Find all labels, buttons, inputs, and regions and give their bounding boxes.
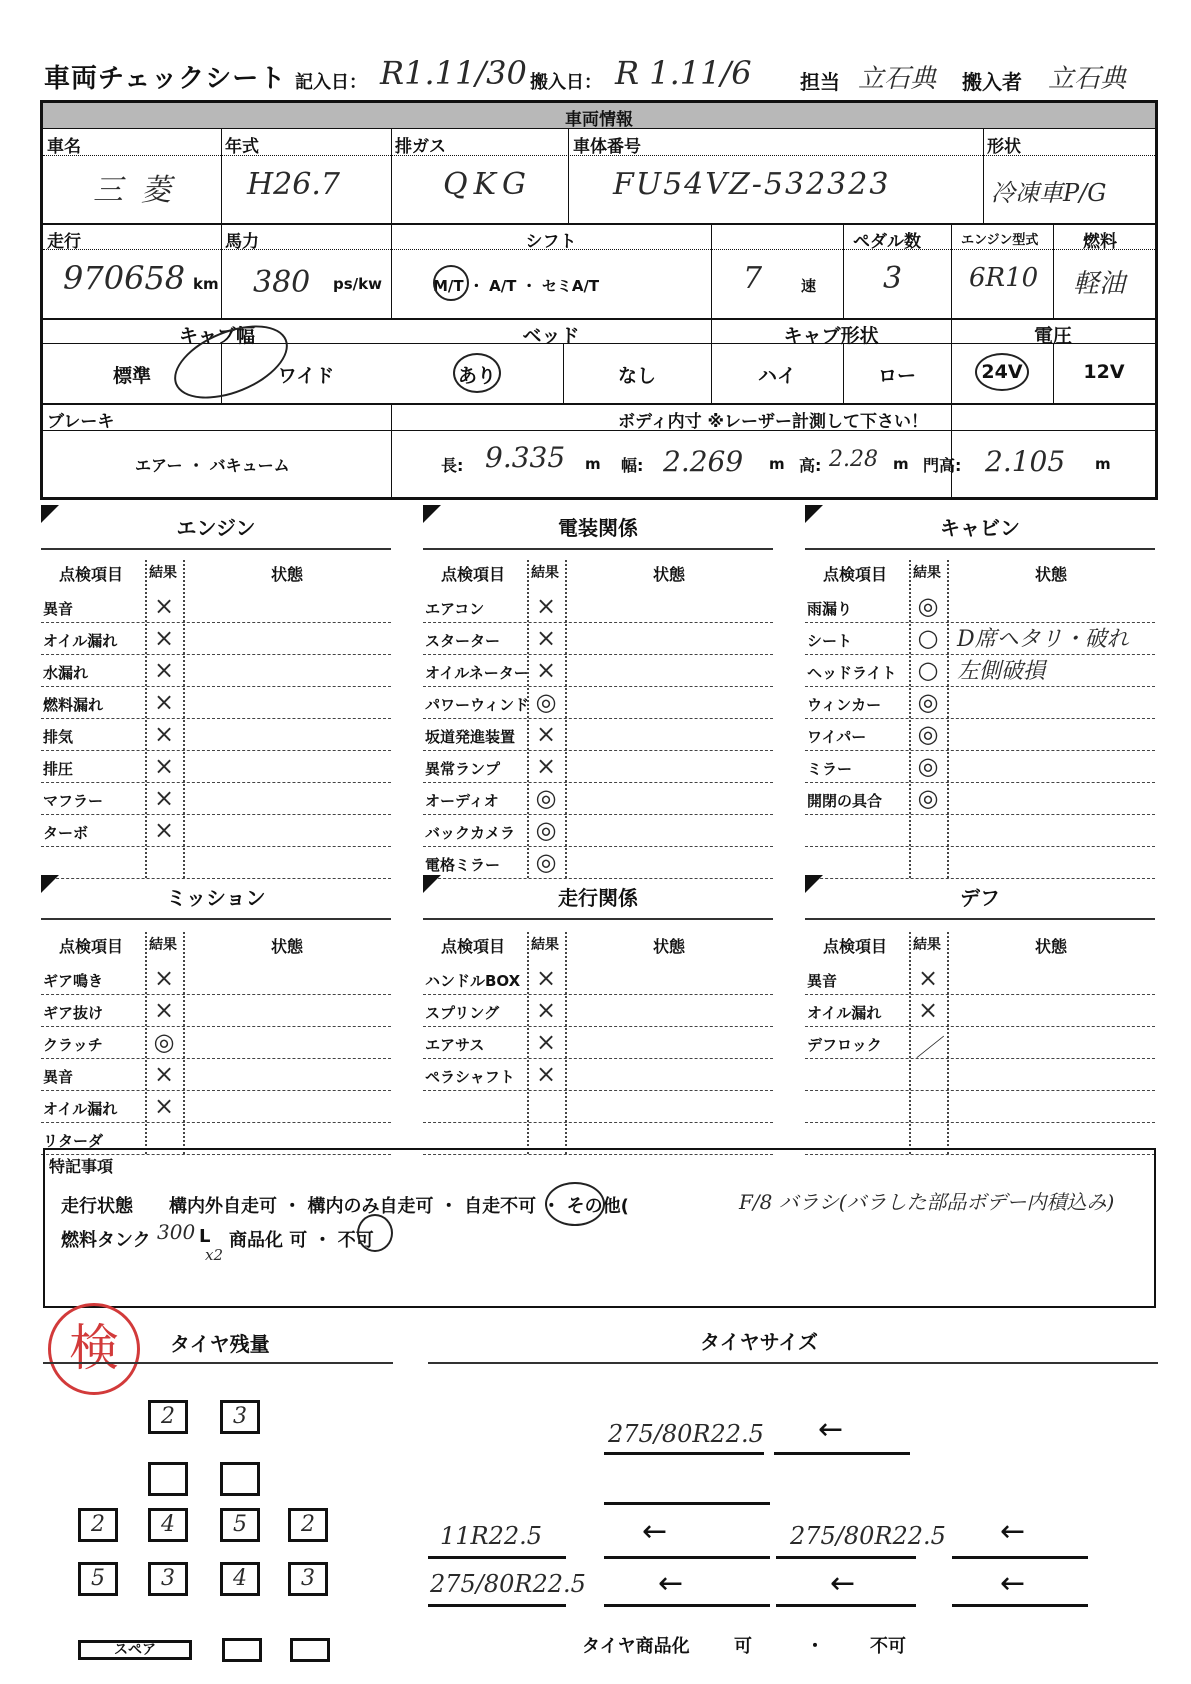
divider — [909, 932, 911, 1154]
electric-item: スターター — [425, 632, 501, 650]
row-divider — [41, 1122, 391, 1123]
diff-result: ／ — [916, 1034, 940, 1062]
electric-col-state: 状態 — [653, 565, 686, 584]
mission-title: ミッション — [166, 886, 266, 910]
fuel-tank-mult: x2 — [205, 1246, 224, 1264]
engine-item: オイル漏れ — [43, 632, 118, 650]
running-result: × — [535, 1060, 557, 1088]
staff-label: 担当 — [800, 70, 840, 94]
electric-result: ◎ — [535, 688, 557, 716]
cabin-item: ヘッドライト — [807, 664, 897, 682]
mileage-label: 走行 — [47, 232, 81, 252]
run-state-note: F/8 バラシ(バラした部品ボデー内積込み) — [739, 1190, 1115, 1214]
cabin-result: ◎ — [917, 784, 939, 812]
row-divider — [41, 654, 391, 655]
row-divider — [41, 686, 391, 687]
height-value: 2.28 — [829, 447, 878, 472]
mission-result: × — [153, 1092, 175, 1120]
running-col-result: 結果 — [531, 937, 559, 953]
carry-in-date-label: 搬入日： — [530, 72, 602, 93]
power-value: 380 — [253, 265, 311, 300]
row-divider — [41, 1090, 391, 1091]
row-divider — [41, 814, 391, 815]
row-divider — [423, 782, 773, 783]
remarks-box — [43, 1148, 1156, 1308]
row-divider — [423, 1090, 773, 1091]
row-divider — [423, 750, 773, 751]
vehicle-name: 三菱 — [93, 173, 189, 208]
engine-title: エンジン — [176, 516, 256, 540]
engine-item: ターボ — [43, 824, 89, 842]
engine-result: × — [153, 816, 175, 844]
tire-size-rear1-left: 11R22.5 — [440, 1522, 543, 1550]
carrier-label: 搬入者 — [962, 70, 1022, 94]
entry-date-label: 記入日： — [295, 72, 367, 93]
tire-remain-title: タイヤ残量 — [170, 1332, 270, 1356]
diff-title: デフ — [960, 886, 1000, 910]
cab-shape-label: キャブ形状 — [783, 325, 879, 347]
electric-result: × — [535, 624, 557, 652]
tire-rear1-inner-left: 4 — [148, 1508, 188, 1542]
row-divider — [805, 814, 1155, 815]
divider — [145, 560, 147, 878]
cabin-result: ○ — [917, 624, 939, 652]
row-divider — [805, 686, 1155, 687]
cabin-item: ウィンカー — [807, 696, 882, 714]
speed-value: 7 — [743, 261, 763, 296]
length-unit: m — [585, 455, 601, 473]
row-divider — [41, 718, 391, 719]
voltage-24v-circle — [975, 353, 1029, 391]
cabin-note: 左側破損 — [957, 659, 1046, 684]
name-label: 車名 — [47, 137, 81, 157]
electric-item: 坂道発進装置 — [425, 728, 516, 746]
engine-col-state: 状態 — [271, 565, 304, 584]
electric-item: パワーウィンド — [425, 696, 530, 714]
divider — [909, 560, 911, 878]
engine-item: 燃料漏れ — [43, 696, 104, 714]
engine-col-item: 点検項目 — [59, 565, 124, 584]
width-value: 2.269 — [663, 445, 744, 478]
tire-front-left: 2 — [148, 1400, 188, 1434]
mission-item: ギア抜け — [43, 1004, 104, 1022]
width-label: 幅: — [621, 456, 644, 475]
tire-rear2-outer-left: 5 — [78, 1562, 118, 1596]
fuel-label: 燃料 — [1083, 232, 1117, 252]
electric-result: × — [535, 752, 557, 780]
mileage-value: 970658 — [63, 259, 186, 297]
cabin-item: シート — [807, 632, 853, 650]
height-unit: m — [893, 455, 909, 473]
voltage-24v: 24V — [981, 361, 1023, 383]
tire-product-label: タイヤ商品化 — [582, 1636, 690, 1657]
tire-size-rear1-right: 275/80R22.5 — [790, 1522, 946, 1550]
mission-item: 異音 — [43, 1068, 74, 1086]
row-divider — [423, 686, 773, 687]
page-title: 車両チェックシート — [44, 64, 287, 94]
remarks-title: 特記事項 — [49, 1157, 114, 1176]
tire-size-rear2-left-arrow: ← — [658, 1566, 684, 1601]
cabin-result: ◎ — [917, 752, 939, 780]
electric-result: × — [535, 656, 557, 684]
inspected-stamp: 検 — [48, 1303, 140, 1395]
divider — [947, 560, 949, 878]
running-item: ペラシャフト — [425, 1068, 515, 1086]
cabin-item: ミラー — [807, 760, 853, 778]
cabin-title: キャビン — [940, 516, 1020, 540]
tire-size-title: タイヤサイズ — [700, 1330, 818, 1354]
cabin-col-item: 点検項目 — [823, 565, 888, 584]
running-title: 走行関係 — [558, 886, 638, 910]
mission-result: × — [153, 1060, 175, 1088]
tire-spare-1 — [222, 1638, 262, 1662]
electric-item: 電格ミラー — [425, 856, 501, 874]
run-state-circle — [545, 1182, 605, 1226]
tire-size-rear1-right-arrow: ← — [1000, 1514, 1026, 1549]
power-label: 馬力 — [225, 232, 259, 252]
tire-front-right: 3 — [220, 1400, 260, 1434]
running-result: × — [535, 964, 557, 992]
fuel-tank-value: 300 — [157, 1220, 196, 1244]
tire-rear2-inner-left: 3 — [148, 1562, 188, 1596]
tire-rear1-outer-left: 2 — [78, 1508, 118, 1542]
mission-item: リターダ — [43, 1132, 104, 1150]
body-size-label: ボディ内寸 ※レーザー計測して下さい！ — [617, 412, 929, 432]
bed-label: ベッド — [522, 325, 580, 347]
tire-rear1-outer-right: 2 — [288, 1508, 328, 1542]
row-divider — [805, 846, 1155, 847]
mission-col-state: 状態 — [271, 937, 304, 956]
brake-options: エアー ・ バキューム — [135, 456, 290, 475]
shape-label: 形状 — [987, 137, 1021, 157]
diff-result: × — [917, 996, 939, 1024]
mileage-unit: km — [193, 275, 219, 293]
row-divider — [805, 718, 1155, 719]
vehicle-shape: 冷凍車P/G — [991, 179, 1107, 207]
mission-result: ◎ — [153, 1028, 175, 1056]
row-divider — [423, 846, 773, 847]
row-divider — [805, 1026, 1155, 1027]
tire-size-front: 275/80R22.5 — [608, 1420, 764, 1448]
cab-low: ロー — [877, 365, 916, 387]
emission-label: 排ガス — [395, 137, 446, 157]
shift-mt-circle — [433, 265, 469, 301]
divider — [145, 932, 147, 1154]
power-unit: ps/kw — [333, 275, 382, 293]
engine-item: マフラー — [43, 792, 104, 810]
row-divider — [423, 1122, 773, 1123]
divider — [183, 932, 185, 1154]
row-divider — [41, 846, 391, 847]
engine-item: 水漏れ — [43, 664, 89, 682]
staff-name: 立石典 — [858, 64, 937, 94]
length-value: 9.335 — [485, 441, 566, 474]
electric-result: ◎ — [535, 784, 557, 812]
engine-type-label: エンジン型式 — [961, 233, 1039, 248]
divider — [527, 932, 529, 1154]
row-divider — [805, 994, 1155, 995]
diff-col-state: 状態 — [1035, 937, 1068, 956]
cabin-note: D席ヘタリ・破れ — [957, 627, 1129, 652]
bed-yes-circle — [453, 353, 501, 393]
tire-size-rear2-right-arrow: ← — [1000, 1566, 1026, 1601]
tire-size-rear2-mid-arrow: ← — [830, 1566, 856, 1601]
row-divider — [423, 718, 773, 719]
row-divider — [423, 622, 773, 623]
bed-yes: あり — [457, 365, 496, 387]
tire-mid-right — [220, 1462, 260, 1496]
row-divider — [41, 750, 391, 751]
carry-in-date: R 1.11/6 — [615, 54, 752, 92]
row-divider — [423, 814, 773, 815]
running-item: スプリング — [425, 1004, 500, 1022]
diff-item: オイル漏れ — [807, 1004, 882, 1022]
electric-item: エアコン — [425, 600, 485, 618]
engine-type-value: 6R10 — [969, 263, 1039, 293]
row-divider — [805, 750, 1155, 751]
electric-item: バックカメラ — [425, 824, 516, 842]
vehicle-info-title: 車両情報 — [565, 110, 633, 130]
fuel-value: 軽油 — [1073, 269, 1126, 299]
electric-item: オーディオ — [425, 792, 499, 810]
door-height-unit: m — [1095, 455, 1111, 473]
door-height-label: 門高: — [923, 456, 962, 475]
tire-product-dot: ・ — [806, 1636, 824, 1657]
row-divider — [805, 782, 1155, 783]
engine-col-result: 結果 — [149, 565, 177, 581]
row-divider — [423, 994, 773, 995]
electric-result: × — [535, 592, 557, 620]
fuel-tank-product: 商品化 可 ・ 不可 — [229, 1230, 374, 1251]
vehicle-year: H26.7 — [247, 167, 340, 202]
engine-result: × — [153, 592, 175, 620]
tire-mid-left — [148, 1462, 188, 1496]
row-divider — [41, 782, 391, 783]
electric-item: オイルネーター — [425, 664, 529, 682]
divider — [565, 560, 567, 878]
entry-date: R1.11/30 — [380, 54, 527, 92]
row-divider — [805, 1090, 1155, 1091]
running-col-item: 点検項目 — [441, 937, 506, 956]
tire-product-ng: 不可 — [870, 1636, 906, 1657]
electric-result: ◎ — [535, 848, 557, 876]
cabin-result: ◎ — [917, 688, 939, 716]
voltage-12v: 12V — [1083, 361, 1125, 383]
carrier-name: 立石典 — [1048, 64, 1127, 94]
vehicle-chassis: FU54VZ-532323 — [613, 167, 891, 202]
diff-item: デフロック — [807, 1036, 882, 1054]
pedal-label: ペダル数 — [853, 232, 921, 252]
mission-item: ギア鳴き — [43, 972, 104, 990]
cabin-result: ○ — [917, 656, 939, 684]
engine-item: 排気 — [43, 728, 74, 746]
diff-col-result: 結果 — [913, 937, 941, 953]
row-divider — [41, 994, 391, 995]
tire-rear2-inner-right: 4 — [220, 1562, 260, 1596]
chassis-label: 車体番号 — [573, 137, 641, 157]
running-result: × — [535, 1028, 557, 1056]
cab-standard: 標準 — [112, 365, 151, 387]
electric-result: ◎ — [535, 816, 557, 844]
engine-item: 排圧 — [43, 760, 74, 778]
run-state-options: 構内外自走可 ・ 構内のみ自走可 ・ 自走不可 ・ その他( — [169, 1196, 629, 1217]
running-result: × — [535, 996, 557, 1024]
diff-item: 異音 — [807, 972, 838, 990]
shift-options: M/T ・ A/T ・ セミA/T — [433, 277, 600, 295]
cabin-col-state: 状態 — [1035, 565, 1068, 584]
mission-col-item: 点検項目 — [59, 937, 124, 956]
divider — [947, 932, 949, 1154]
bed-no: なし — [617, 365, 656, 387]
row-divider — [41, 622, 391, 623]
engine-result: × — [153, 784, 175, 812]
divider — [565, 932, 567, 1154]
fuel-tank-product-circle — [357, 1214, 393, 1252]
cabin-item: 雨漏り — [807, 600, 853, 618]
engine-result: × — [153, 656, 175, 684]
fuel-tank-unit: L — [199, 1226, 211, 1247]
tire-size-front-arrow: ← — [818, 1412, 844, 1447]
cab-wide: ワイド — [277, 365, 335, 387]
tire-spare-2 — [290, 1638, 330, 1662]
cabin-item: 開閉の具合 — [807, 792, 883, 810]
height-label: 高: — [799, 456, 822, 475]
engine-item: 異音 — [43, 600, 74, 618]
row-divider — [423, 1026, 773, 1027]
running-item: ハンドルBOX — [425, 972, 521, 990]
cabin-col-result: 結果 — [913, 565, 941, 581]
pedal-value: 3 — [883, 261, 903, 296]
row-divider — [423, 1058, 773, 1059]
width-unit: m — [769, 455, 785, 473]
engine-result: × — [153, 752, 175, 780]
diff-result: × — [917, 964, 939, 992]
cabin-result: ◎ — [917, 592, 939, 620]
tire-size-rear1-left-arrow: ← — [642, 1514, 668, 1549]
divider — [527, 560, 529, 878]
tire-product-ok: 可 — [734, 1636, 752, 1657]
tire-rear1-inner-right: 5 — [220, 1508, 260, 1542]
running-col-state: 状態 — [653, 937, 686, 956]
shift-label: シフト — [525, 232, 577, 252]
row-divider — [423, 654, 773, 655]
row-divider — [423, 878, 773, 879]
fuel-tank-label: 燃料タンク — [61, 1230, 151, 1251]
diff-col-item: 点検項目 — [823, 937, 888, 956]
year-label: 年式 — [225, 137, 259, 157]
row-divider — [41, 1058, 391, 1059]
cabin-result: ◎ — [917, 720, 939, 748]
engine-result: × — [153, 720, 175, 748]
mission-col-result: 結果 — [149, 937, 177, 953]
mission-item: クラッチ — [43, 1036, 103, 1054]
electric-result: × — [535, 720, 557, 748]
engine-result: × — [153, 688, 175, 716]
length-label: 長: — [441, 456, 464, 475]
vehicle-emission: QKG — [443, 167, 532, 202]
electric-col-item: 点検項目 — [441, 565, 506, 584]
run-state-label: 走行状態 — [61, 1196, 133, 1217]
electric-col-result: 結果 — [531, 565, 559, 581]
brake-label: ブレーキ — [47, 412, 115, 432]
row-divider — [805, 1058, 1155, 1059]
voltage-label: 電圧 — [1033, 325, 1072, 347]
cab-width-label: キャブ幅 — [178, 325, 255, 347]
row-divider — [41, 878, 391, 879]
running-item: エアサス — [425, 1036, 485, 1054]
electric-title: 電装関係 — [558, 516, 638, 540]
row-divider — [805, 878, 1155, 879]
divider — [183, 560, 185, 878]
mission-result: × — [153, 964, 175, 992]
row-divider — [805, 1122, 1155, 1123]
door-height-value: 2.105 — [985, 445, 1066, 478]
engine-result: × — [153, 624, 175, 652]
cab-high: ハイ — [757, 365, 796, 387]
tire-rear2-outer-right: 3 — [288, 1562, 328, 1596]
vehicle-info-table — [40, 100, 1158, 500]
row-divider — [41, 1026, 391, 1027]
electric-item: 異常ランプ — [425, 760, 501, 778]
speed-unit: 速 — [801, 277, 817, 295]
tire-size-rear2-left: 275/80R22.5 — [430, 1570, 586, 1598]
tire-spare-label: スペア — [78, 1640, 192, 1660]
cabin-item: ワイパー — [807, 728, 867, 746]
mission-item: オイル漏れ — [43, 1100, 118, 1118]
mission-result: × — [153, 996, 175, 1024]
